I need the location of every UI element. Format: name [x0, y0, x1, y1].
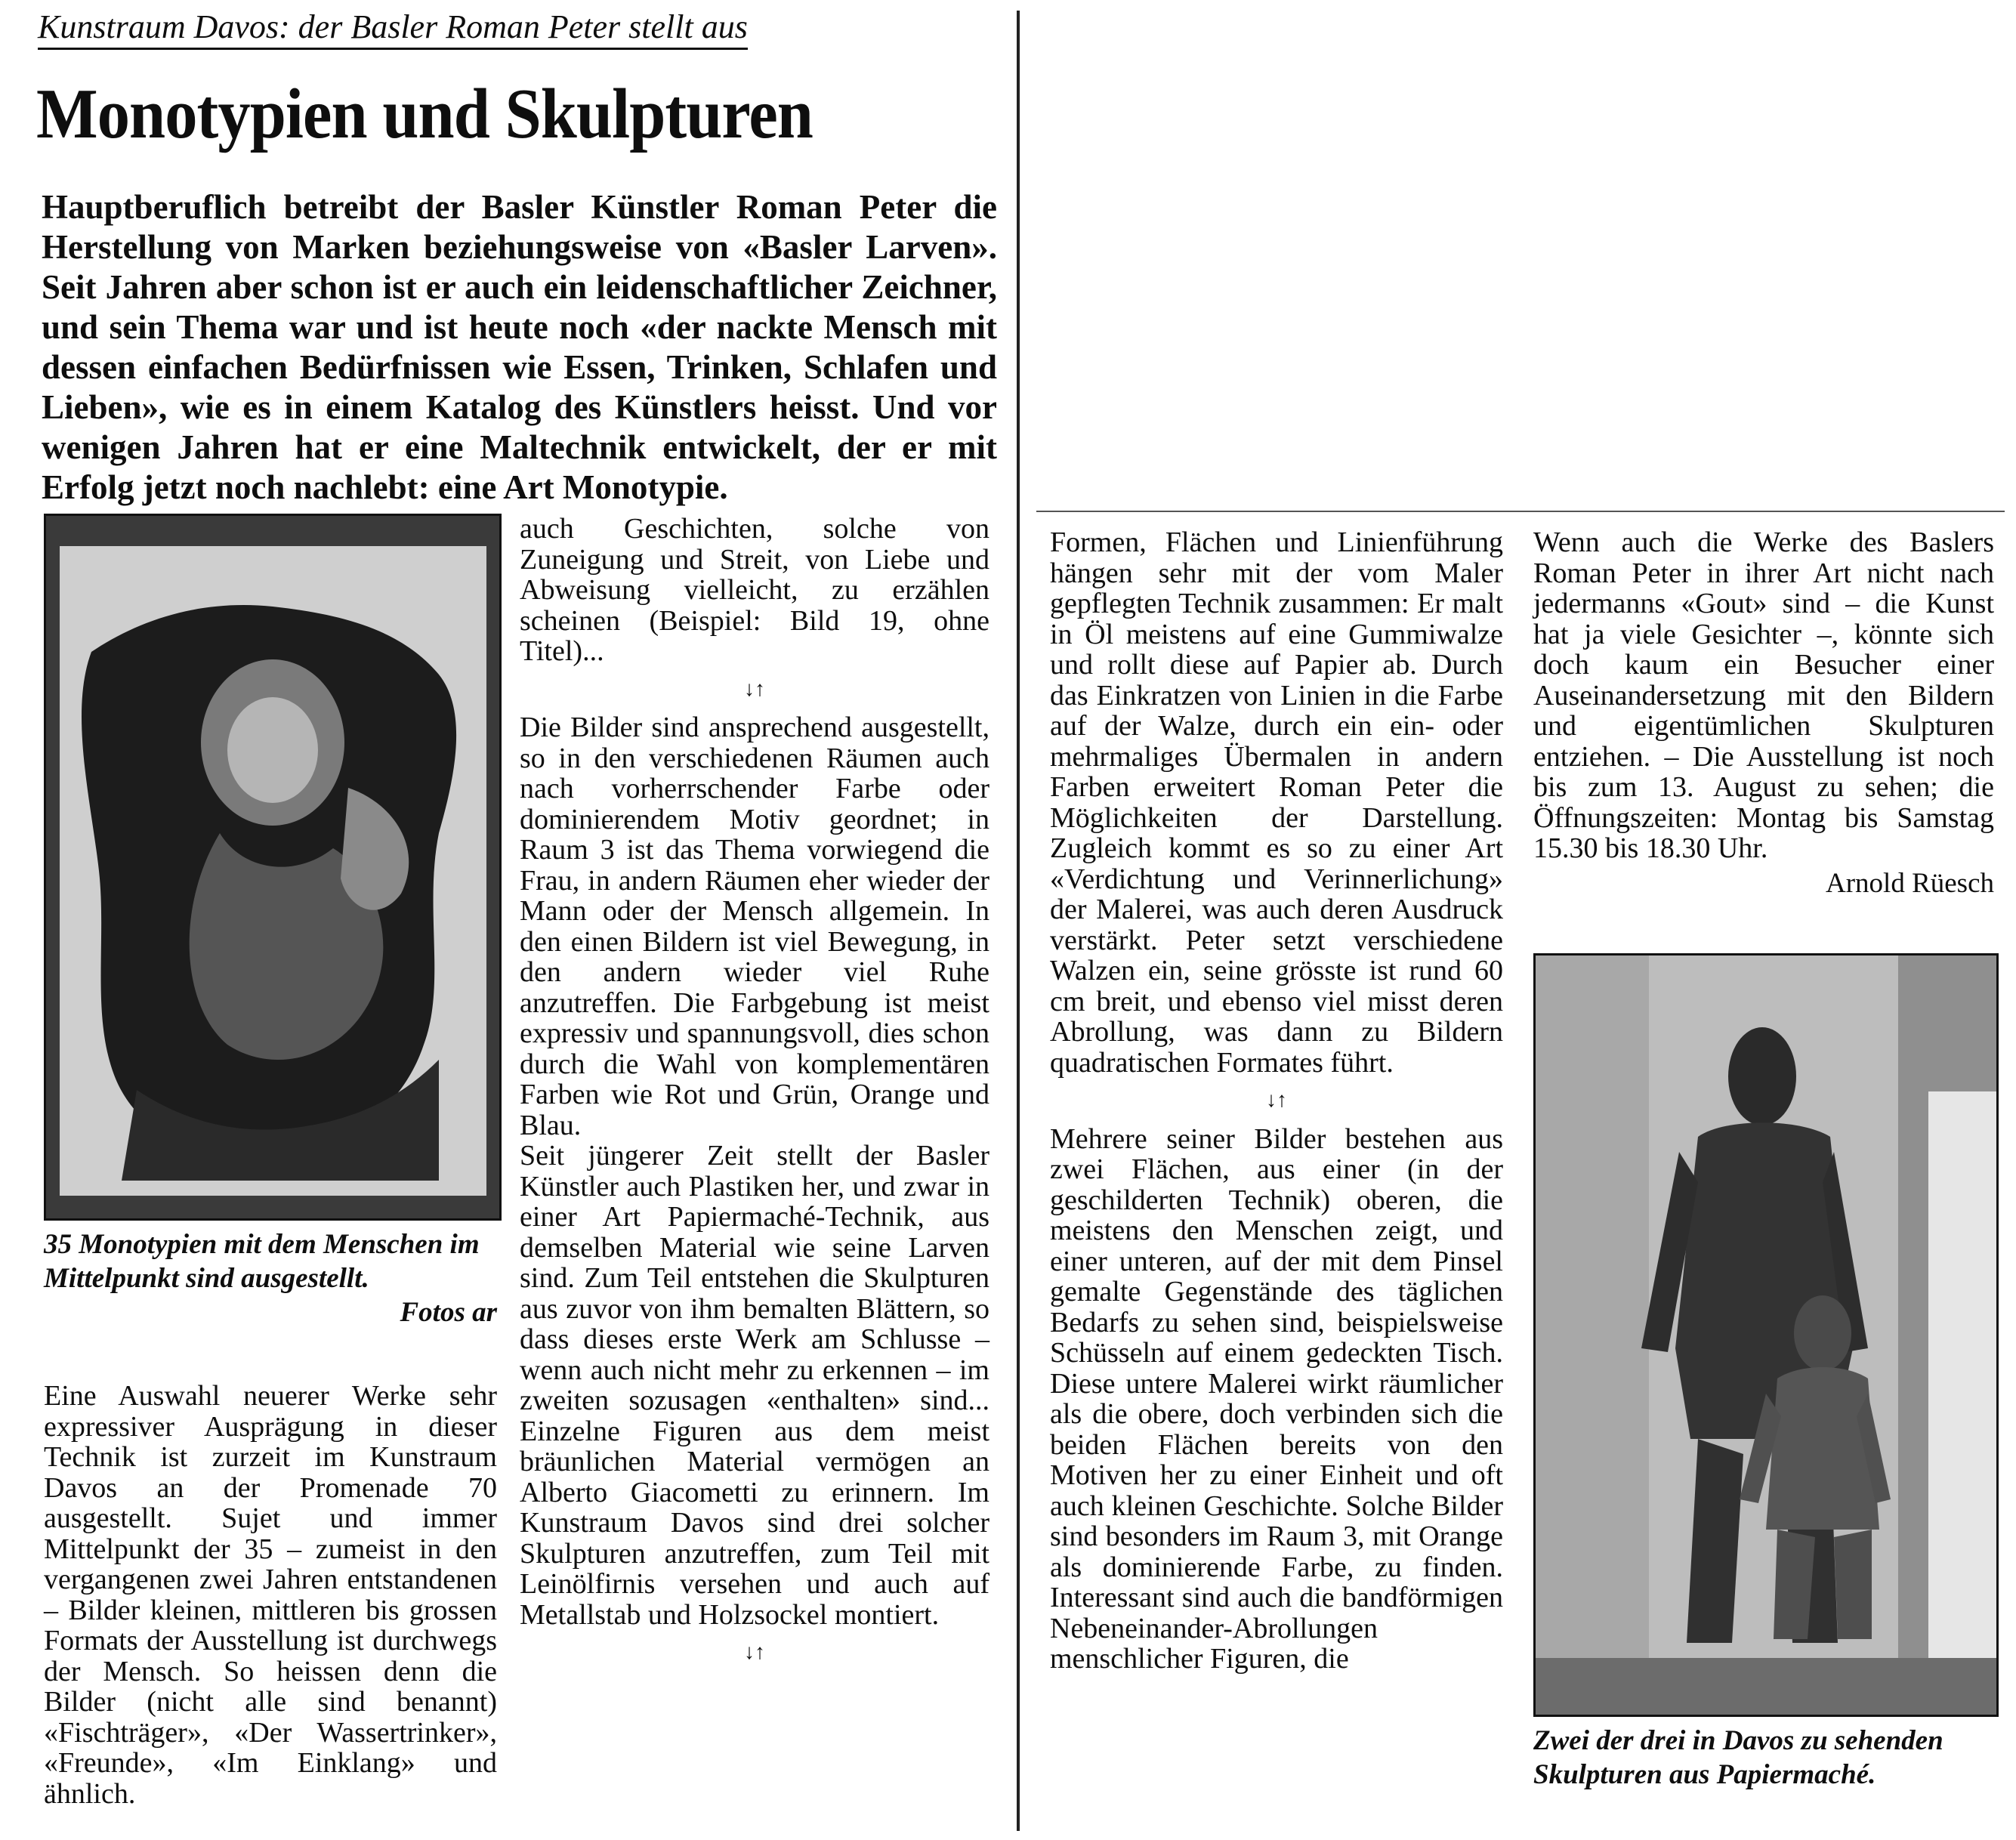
column-3-paragraph-2: Mehrere seiner Bilder bestehen aus zwei Flächen, aus einer (in der geschilderten Technik) oberen, die meistens den Menschen zeigt, und einer unteren, auf der mit dem Pinsel gemalte Gegenstände des täglichen Bedarfs zu sehen sind, beispielsweise Schüsseln auf einem gedeckten Tisch. Diese untere Malerei wirkt räumlicher als die obere, doch verbinden sich die beiden Flächen bereits von den Motiven her zu einer Einheit und oft auch kleinen Geschichte. Solche Bilder sind besonders im Raum 3, mit Orange als dominierende Farbe, zu finden. Interessant sind auch die bandförmigen Nebeneinander-Abrollungen menschlicher Figuren, die: [1050, 1122, 1503, 1675]
column-3-paragraph-1: Formen, Flächen und Linienführung hängen sehr mit der vom Maler gepflegten Technik zusammen: Er malt in Öl meistens auf eine Gummiwalze und rollt diese auf Papier ab. Durch das Einkratzen von Linien in die Farbe auf der Walze, durch ein ein- oder mehrmaliges Übermalen in andern Farben erweitert Roman Peter die Möglichkeiten der Darstellung. Zugleich kommt es so zu einer Art «Verdichtung und Verinnerlichung» der Malerei, was auch deren Ausdruck verstärkt. Peter setzt verschiedene Walzen ein, seine grösste ist rund 60 cm breit, und ebenso viel misst deren Abrollung, was dann zu Bildern quadratischen Formates führt.: [1050, 526, 1503, 1079]
sculpture-image: [1536, 956, 1996, 1715]
text-column-2: [520, 514, 989, 1676]
photo-credit: Fotos ar: [400, 1297, 497, 1328]
column-4-paragraph: Wenn auch die Werke des Baslers Roman Peter in ihrer Art nicht nach jedermanns «Gout» sind – die Kunst hat ja viele Gesichter –, könnte sich doch kaum ein Besucher einer Auseinandersetzung mit den Bildern und eigentümlichen Skulpturen entziehen. – Die Ausstellung ist noch bis zum 13. August zu sehen; die Öffnungszeiten: Montag bis Samstag 15.30 bis 18.30 Uhr.: [1533, 526, 1994, 864]
column-divider: [1017, 11, 1020, 1831]
section-separator: ↓↑: [744, 677, 765, 701]
article-author: Arnold Rüesch: [1826, 867, 1994, 899]
column-1-paragraph: Eine Auswahl neuerer Werke sehr expressiver Ausprägung in dieser Technik ist zurzeit im Kunstraum Davos an der Promenade 70 ausgestellt. Sujet und immer Mittelpunkt der 35 – zumeist in den vergangenen zwei Jahren entstandenen – Bilder kleinen, mittleren bis grossen Formats der Ausstellung ist durchwegs der Mensch. So heissen denn die Bilder (nicht alle sind benannt) «Fischträger», «Der Wassertrinker», «Freunde», «Im Einklang» und ähnlich.: [44, 1380, 497, 1810]
column-2-paragraph-2: Die Bilder sind ansprechend ausgestellt, so in den verschiedenen Räumen auch nach vorherrschender Farbe oder dominierendem Motiv geordnet; in Raum 3 ist das Thema vorwiegend die Frau, in andern Räumen eher wieder der Mann oder der Mensch allgemein. In den einen Bildern ist viel Bewegung, in den andern wieder viel Ruhe anzutreffen. Die Farbgebung ist meist expressiv und spannungsvoll, dies schon durch die Wahl von komplementären Farben wie Rot und Grün, Orange und Blau.: [520, 712, 989, 1141]
column-2-paragraph-1: auch Geschichten, solche von Zuneigung und Streit, von Liebe und Abweisung vielleicht, zu erzählen scheinen (Beispiel: Bild 19, ohne Titel)...: [520, 513, 989, 667]
text-column-3: [1050, 527, 1503, 1675]
sculpture-photo: [1533, 953, 1999, 1717]
column-2-paragraph-3: Seit jüngerer Zeit stellt der Basler Künstler auch Plastiken her, und zwar in einer Art Papiermaché-Technik, aus demselben Material wie seine Larven sind. Zum Teil entstehen die Skulpturen aus zuvor von ihm bemalten Blättern, so dass dieses erste Werk am Schlusse – wenn auch nicht mehr zu erkennen – im zweiten sozusagen «enthalten» sind... Einzelne Figuren aus dem meist bräunlichen Material vermögen an Alberto Giacometti zu erinnern. Im Kunstraum Davos sind drei solcher Skulpturen anzutreffen, zum Teil mit Leinölfirnis versehen und auch auf Metallstab und Holzsockel montiert.: [520, 1140, 989, 1631]
text-column-4: [1533, 527, 1994, 899]
text-column-1: [44, 1381, 497, 1809]
monotype-photo-caption: [44, 1227, 497, 1329]
monotype-painting-image: [46, 516, 499, 1218]
section-rule: [1036, 511, 2005, 512]
section-separator: ↓↑: [1266, 1088, 1287, 1112]
monotype-photo: [44, 514, 502, 1221]
section-separator: ↓↑: [744, 1641, 765, 1664]
monotype-caption-text: 35 Monotypien mit dem Menschen im Mittelpunkt sind ausgestellt.: [44, 1229, 480, 1294]
article-headline: Monotypien und Skulpturen: [36, 75, 813, 153]
sculpture-photo-caption: Zwei der drei in Davos zu sehenden Skulpturen aus Papiermaché.: [1533, 1725, 1943, 1790]
article-kicker: Kunstraum Davos: der Basler Roman Peter stellt aus: [38, 9, 748, 50]
article-lead: Hauptberuflich betreibt der Basler Künstler Roman Peter die Herstellung von Marken beziehungsweise von «Basler Larven». Seit Jahren aber schon ist er auch ein leidenschaftlicher Zeichner, und sein Thema war und ist heute noch «der nackte Mensch mit dessen einfachen Bedürfnissen wie Essen, Trinken, Schlafen und Lieben», wie es in einem Katalog des Künstlers heisst. Und vor wenigen Jahren hat er eine Maltechnik entwickelt, der er mit Erfolg jetzt noch nachlebt: eine Art Monotypie.: [42, 188, 997, 506]
